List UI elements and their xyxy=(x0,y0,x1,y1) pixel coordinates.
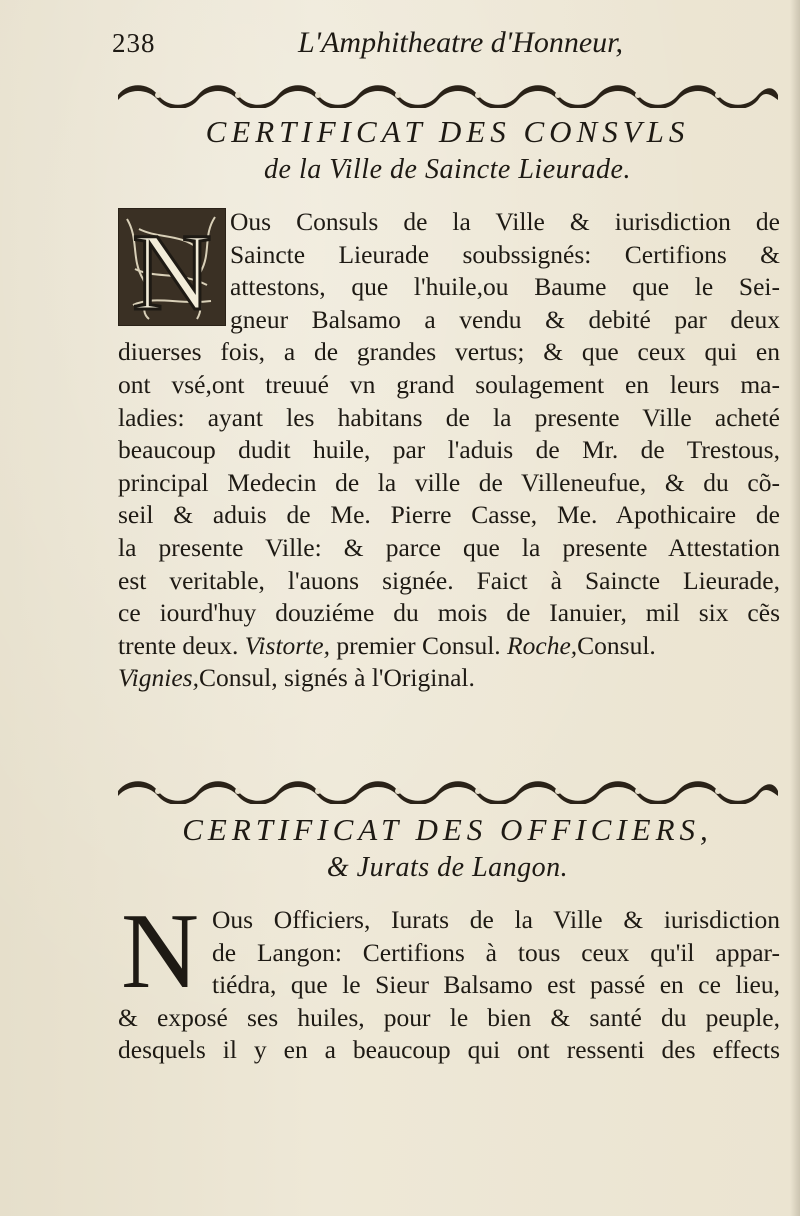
text-line: ce iourd'huy douziéme du mois de Ianuier, mil six cẽs xyxy=(118,598,780,628)
ornament-band-middle xyxy=(118,778,778,804)
text-line: tiédra, que le Sieur Balsamo est passé en ce lieu, xyxy=(212,970,780,1000)
section1-body xyxy=(118,206,780,695)
signature-line-2: Vignies,Consul, signés à l'Original. xyxy=(118,663,475,693)
section1-title: CERTIFICAT DES CONSVLS xyxy=(205,114,690,149)
text-line: attestons, que l'huile,ou Baume que le Sei- xyxy=(230,272,780,302)
text-line: & exposé ses huiles, pour le bien & santé du peuple, xyxy=(118,1002,780,1032)
running-title: L'Amphitheatre d'Honneur, xyxy=(298,26,624,59)
text-line: Ous Officiers, Iurats de la Ville & iurisdiction xyxy=(212,905,780,934)
text-line: est veritable, l'auons signée. Faict à Saincte Lieurade, xyxy=(118,565,780,595)
signature-line-1: trente deux. Vistorte, premier Consul. Roche,Consul. xyxy=(118,630,656,660)
text-line: principal Medecin de la ville de Villeneufue, & du cõ- xyxy=(118,467,780,497)
text-line: diuerses fois, a de grandes vertus; & que ceux qui en xyxy=(118,337,780,367)
signature-vistorte: Vistorte, xyxy=(244,630,330,660)
page-edge-shadow xyxy=(790,0,800,1216)
section2-body xyxy=(118,892,780,1067)
text-line: beaucoup dudit huile, par l'aduis de Mr. de Trestous, xyxy=(118,435,780,465)
section2-heading xyxy=(115,812,780,884)
running-head xyxy=(112,22,672,62)
text-line: la presente Ville: & parce que la presente Attestation xyxy=(118,532,780,562)
plain-dropcap: N xyxy=(121,892,199,1011)
ornament-band-top xyxy=(118,82,778,108)
text-line: desquels il y en a beaucoup qui ont ressenti des effects xyxy=(118,1035,780,1065)
text-line: seil & aduis de Me. Pierre Casse, Me. Apothicaire de xyxy=(118,500,780,530)
signature-vignies: Vignies, xyxy=(118,663,199,693)
text-line: ont vsé,ont treuué vn grand soulagement en leurs ma- xyxy=(118,369,780,399)
section2-subtitle: & Jurats de Langon. xyxy=(326,852,569,883)
signature-roche: Roche, xyxy=(507,630,578,660)
page-number: 238 xyxy=(112,28,156,58)
section1-subtitle: de la Ville de Saincte Lieurade. xyxy=(264,154,631,185)
text-line: Saincte Lieurade soubssignés: Certifions & xyxy=(230,239,780,269)
text-line: gneur Balsamo a vendu & debité par deux xyxy=(230,304,780,334)
text-line: de Langon: Certifions à tous ceux qu'il appar- xyxy=(212,937,780,967)
section1-heading xyxy=(115,114,780,186)
svg-text:N: N xyxy=(132,211,212,325)
text-line: Ous Consuls de la Ville & iurisdiction de xyxy=(230,207,780,236)
text-line: ladies: ayant les habitans de la presente Ville acheté xyxy=(118,402,780,432)
section2-title: CERTIFICAT DES OFFICIERS, xyxy=(182,812,713,847)
